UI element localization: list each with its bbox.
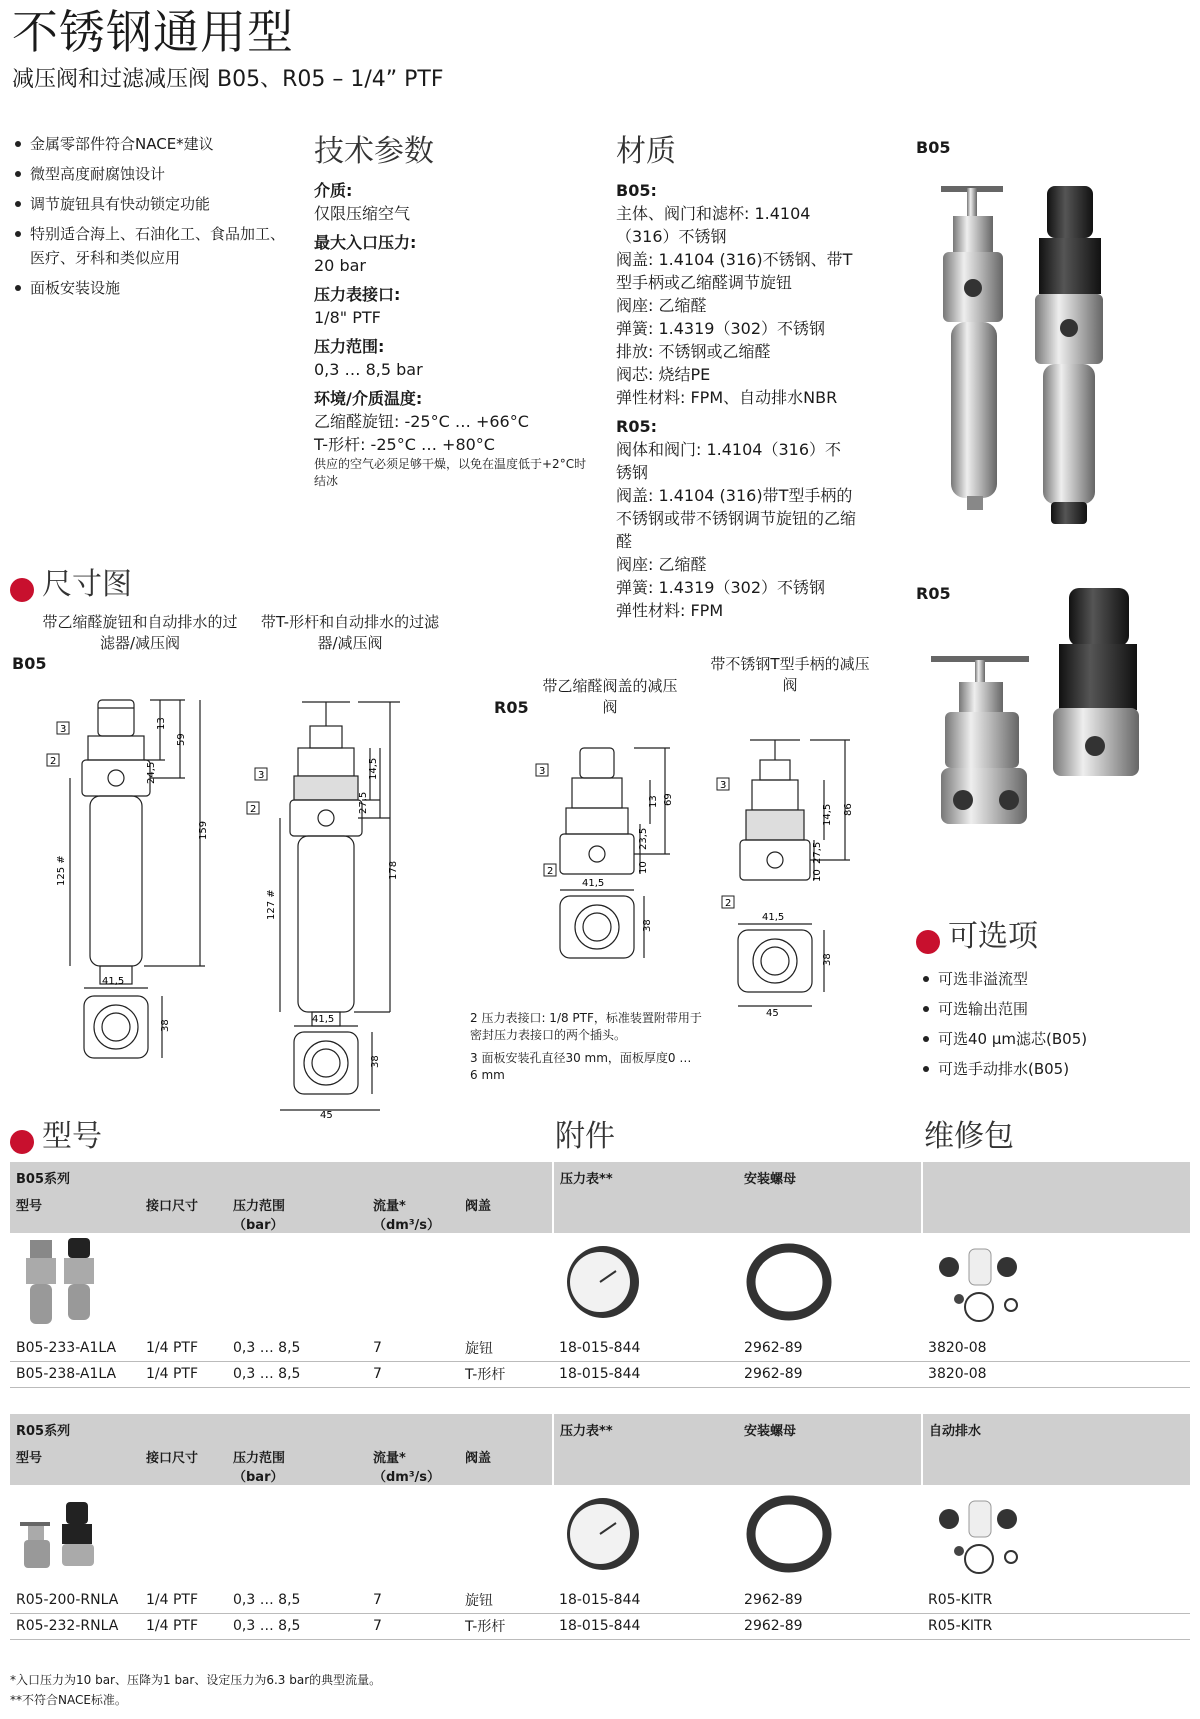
dim-label: 45 — [766, 1008, 779, 1019]
material-line: 阀座: 乙缩醛 — [616, 296, 707, 315]
dim-label: 59 — [176, 733, 187, 746]
feature-item: 特别适合海上、石油化工、食品加工、医疗、牙科和类似应用 — [12, 222, 292, 270]
material-line: 弹性材料: FPM、自动排水NBR — [616, 388, 838, 407]
option-item: 可选非溢流型 — [920, 964, 1180, 994]
material-series: R05: — [616, 417, 657, 436]
table-header-row — [10, 1162, 1190, 1233]
cell-flow: 7 — [367, 1587, 459, 1613]
cell-kit: R05-KITR — [922, 1587, 1190, 1613]
dims-section-header — [10, 566, 132, 604]
service-kit-heading: 维修包 — [924, 1119, 1014, 1154]
tech-specs — [314, 133, 594, 490]
dim-label: 2 — [50, 756, 57, 767]
auto-drain-kit-image — [929, 1489, 1029, 1579]
dim-label: 14,5 — [368, 757, 379, 780]
cell-gauge: 18-015-844 — [553, 1613, 738, 1639]
material-line: 阀座: 乙缩醛 — [616, 555, 707, 574]
dim-label: 41,5 — [582, 878, 605, 889]
dim-label: 13 — [648, 795, 659, 808]
cell-model: R05-200-RNLA — [10, 1587, 140, 1613]
options-heading: 可选项 — [948, 919, 1038, 954]
dim-label: 41,5 — [312, 1014, 335, 1025]
dimension-drawing-4 — [720, 730, 880, 1019]
dimension-drawing-2 — [250, 690, 430, 1120]
mounting-nut-image — [744, 1239, 834, 1325]
table-row — [10, 1335, 1190, 1361]
material-line: 弹簧: 1.4319（302）不锈钢 — [616, 578, 826, 597]
material-line: 阀盖: 1.4104 (316)带T型手柄的不锈钢或带不锈钢调节旋钮的乙缩醛 — [616, 486, 857, 551]
col-header: 接口尺寸 — [146, 1199, 199, 1214]
cell-range: 0,3 … 8,5 — [227, 1613, 367, 1639]
dim-label: 10 — [812, 869, 823, 882]
dimension-drawing-3 — [540, 740, 690, 980]
dim-label: 14,5 — [822, 803, 833, 826]
dims-note-2: 3 面板安装孔直径30 mm，面板厚度0 … 6 mm — [470, 1051, 692, 1082]
dim-label: 41,5 — [762, 912, 785, 923]
dim-caption-1: 带乙缩醛旋钮和自动排水的过滤器/减压阀 — [42, 613, 238, 652]
cell-port: 1/4 PTF — [140, 1361, 227, 1387]
cell-bonnet: T-形杆 — [459, 1361, 553, 1387]
col-header: 流量* — [373, 1199, 406, 1214]
option-item: 可选手动排水(B05) — [920, 1054, 1180, 1084]
cell-kit: 3820-08 — [922, 1361, 1190, 1387]
option-item: 可选40 µm滤芯(B05) — [920, 1024, 1180, 1054]
cell-kit: 3820-08 — [922, 1335, 1190, 1361]
models-heading: 型号 — [42, 1119, 102, 1154]
b05-product-photo — [925, 178, 1105, 538]
dimension-drawing-1 — [40, 690, 220, 1100]
r05-product-photo — [925, 578, 1145, 828]
dim-label: 45 — [320, 1110, 333, 1121]
cell-port: 1/4 PTF — [140, 1587, 227, 1613]
cell-nut: 2962-89 — [738, 1587, 922, 1613]
materials — [616, 133, 856, 622]
dim-label: 2 — [547, 866, 554, 877]
feature-item: 面板安装设施 — [12, 276, 292, 300]
cell-flow: 7 — [367, 1613, 459, 1639]
col-header: 自动排水 — [922, 1414, 1190, 1485]
dims-note-1: 2 压力表接口: 1/8 PTF，标准装置附带用于密封压力表接口的两个插头。 — [470, 1011, 702, 1042]
dim-label: 13 — [156, 717, 167, 730]
spec-key: 压力范围: — [314, 337, 385, 356]
dim-label: 27,5 — [358, 791, 369, 814]
cell-kit: R05-KITR — [922, 1613, 1190, 1639]
dim-label: 127 # — [266, 889, 277, 920]
cell-range: 0,3 … 8,5 — [227, 1587, 367, 1613]
page-title: 不锈钢通用型 — [12, 5, 294, 59]
feature-item: 调节旋钮具有快动锁定功能 — [12, 192, 292, 216]
col-header: （bar） — [233, 1470, 284, 1485]
spec-key: 压力表接口: — [314, 285, 401, 304]
dim-tag-b05: B05 — [12, 654, 47, 673]
cell-gauge: 18-015-844 — [553, 1361, 738, 1387]
cell-port: 1/4 PTF — [140, 1613, 227, 1639]
spec-value: 0,3 … 8,5 bar — [314, 360, 423, 379]
footnote-2: **不符合NACE标准。 — [10, 1693, 127, 1707]
col-header: 接口尺寸 — [146, 1451, 199, 1466]
feature-item: 微型高度耐腐蚀设计 — [12, 162, 292, 186]
dim-label: 86 — [843, 803, 854, 816]
tech-heading: 技术参数 — [314, 134, 434, 169]
dim-label: 38 — [642, 919, 653, 932]
r05-thumbnail — [16, 1494, 106, 1574]
feature-item: 金属零部件符合NACE*建议 — [12, 132, 292, 156]
dim-label: 125 # — [56, 855, 67, 886]
dim-label: 2 — [725, 898, 732, 909]
cell-range: 0,3 … 8,5 — [227, 1335, 367, 1361]
dim-label: 178 — [388, 860, 399, 880]
section-bullet-icon — [916, 930, 940, 954]
col-header: 压力表** — [553, 1162, 738, 1233]
cell-bonnet: 旋钮 — [459, 1335, 553, 1361]
cell-bonnet: 旋钮 — [459, 1587, 553, 1613]
dim-label: 38 — [822, 953, 833, 966]
footnote-1: *入口压力为10 bar、压降为1 bar、设定压力为6.3 bar的典型流量。 — [10, 1673, 382, 1687]
cell-nut: 2962-89 — [738, 1361, 922, 1387]
cell-range: 0,3 … 8,5 — [227, 1361, 367, 1387]
col-header: 阀盖 — [465, 1199, 492, 1214]
col-header: （dm³/s） — [373, 1218, 441, 1233]
options-header — [916, 918, 1038, 956]
cell-bonnet: T-形杆 — [459, 1613, 553, 1639]
dim-label: 23,5 — [638, 827, 649, 850]
page-subtitle: 减压阀和过滤减压阀 B05、R05 – 1/4” PTF — [12, 67, 444, 92]
dim-label: 24,5 — [146, 761, 157, 784]
material-line: 排放: 不锈钢或乙缩醛 — [616, 342, 771, 361]
cell-model: R05-232-RNLA — [10, 1613, 140, 1639]
material-line: 主体、阀门和滤杯: 1.4104（316）不锈钢 — [616, 204, 811, 246]
cell-port: 1/4 PTF — [140, 1335, 227, 1361]
spec-value: T-形杆: -25°C … +80°C — [314, 435, 495, 454]
dim-tag-r05: R05 — [494, 698, 529, 717]
spec-note: 供应的空气必须足够干燥，以免在温度低于+2°C时结冰 — [314, 457, 587, 488]
dim-label: 3 — [60, 724, 67, 735]
pressure-gauge-image — [560, 1239, 646, 1325]
material-line: 阀体和阀门: 1.4104（316）不锈钢 — [616, 440, 842, 482]
cell-model: B05-238-A1LA — [10, 1361, 140, 1387]
col-header: （bar） — [233, 1218, 284, 1233]
material-line: 弹簧: 1.4319（302）不锈钢 — [616, 319, 826, 338]
dim-caption-2: 带T-形杆和自动排水的过滤器/减压阀 — [260, 613, 440, 652]
spec-key: 介质: — [314, 181, 353, 200]
spec-key: 最大入口压力: — [314, 233, 417, 252]
cell-gauge: 18-015-844 — [553, 1335, 738, 1361]
dim-label: 38 — [370, 1055, 381, 1068]
cell-nut: 2962-89 — [738, 1613, 922, 1639]
col-header: 流量* — [373, 1451, 406, 1466]
spec-value: 1/8" PTF — [314, 308, 381, 327]
col-header: （dm³/s） — [373, 1470, 441, 1485]
col-header: 型号 — [16, 1451, 43, 1466]
image-row — [10, 1233, 1190, 1335]
col-header: 压力表** — [553, 1414, 738, 1485]
dim-caption-3: 带乙缩醛阀盖的减压阀 — [542, 677, 678, 716]
col-header: 阀盖 — [465, 1451, 492, 1466]
section-bullet-icon — [10, 578, 34, 602]
r05-model-table — [10, 1414, 1190, 1640]
materials-heading: 材质 — [616, 134, 676, 169]
options-list — [920, 964, 1180, 1084]
photo-label-r05: R05 — [916, 584, 951, 603]
material-line: 阀芯: 烧结PE — [616, 365, 711, 384]
dim-label: 10 — [638, 861, 649, 874]
accessories-heading: 附件 — [555, 1119, 615, 1154]
dim-label: 3 — [720, 780, 727, 791]
dim-label: 159 — [198, 820, 209, 840]
dim-label: 69 — [663, 793, 674, 806]
cell-nut: 2962-89 — [738, 1335, 922, 1361]
col-header: 型号 — [16, 1199, 43, 1214]
dim-label: 3 — [258, 770, 265, 781]
feature-list — [12, 132, 292, 306]
col-header: 安装螺母 — [738, 1414, 922, 1485]
dim-label: 41,5 — [102, 976, 125, 987]
table-row — [10, 1361, 1190, 1387]
photo-label-b05: B05 — [916, 138, 951, 157]
b05-model-table — [10, 1162, 1190, 1388]
col-header: 压力范围 — [233, 1199, 286, 1214]
cell-model: B05-233-A1LA — [10, 1335, 140, 1361]
dim-label: 27,5 — [812, 841, 823, 864]
image-row — [10, 1485, 1190, 1587]
dim-caption-4: 带不锈钢T型手柄的减压阀 — [710, 655, 870, 694]
cell-flow: 7 — [367, 1361, 459, 1387]
table-row — [10, 1587, 1190, 1613]
mounting-nut-image — [744, 1491, 834, 1577]
col-header: 压力范围 — [233, 1451, 286, 1466]
dim-label: 38 — [160, 1019, 171, 1032]
material-line: 弹性材料: FPM — [616, 601, 724, 620]
dim-label: 2 — [250, 804, 257, 815]
material-series: B05: — [616, 181, 657, 200]
table-row — [10, 1613, 1190, 1639]
spec-value: 乙缩醛旋钮: -25°C … +66°C — [314, 412, 529, 431]
spec-value: 20 bar — [314, 256, 366, 275]
col-header: 安装螺母 — [738, 1162, 922, 1233]
service-kit-image — [929, 1237, 1029, 1327]
section-bullet-icon — [10, 1130, 34, 1154]
spec-value: 仅限压缩空气 — [314, 204, 411, 223]
b05-thumbnail — [16, 1234, 106, 1330]
option-item: 可选输出范围 — [920, 994, 1180, 1024]
dim-label: 3 — [539, 766, 546, 777]
spec-key: 环境/介质温度: — [314, 389, 423, 408]
material-line: 阀盖: 1.4104 (316)不锈钢、带T型手柄或乙缩醛调节旋钮 — [616, 250, 853, 292]
pressure-gauge-image — [560, 1491, 646, 1577]
series-label: B05系列 — [16, 1172, 70, 1187]
dims-heading: 尺寸图 — [42, 567, 132, 602]
cell-flow: 7 — [367, 1335, 459, 1361]
col-header — [922, 1162, 1190, 1233]
models-header — [10, 1118, 102, 1156]
series-label: R05系列 — [16, 1424, 71, 1439]
cell-gauge: 18-015-844 — [553, 1587, 738, 1613]
table-header-row — [10, 1414, 1190, 1485]
